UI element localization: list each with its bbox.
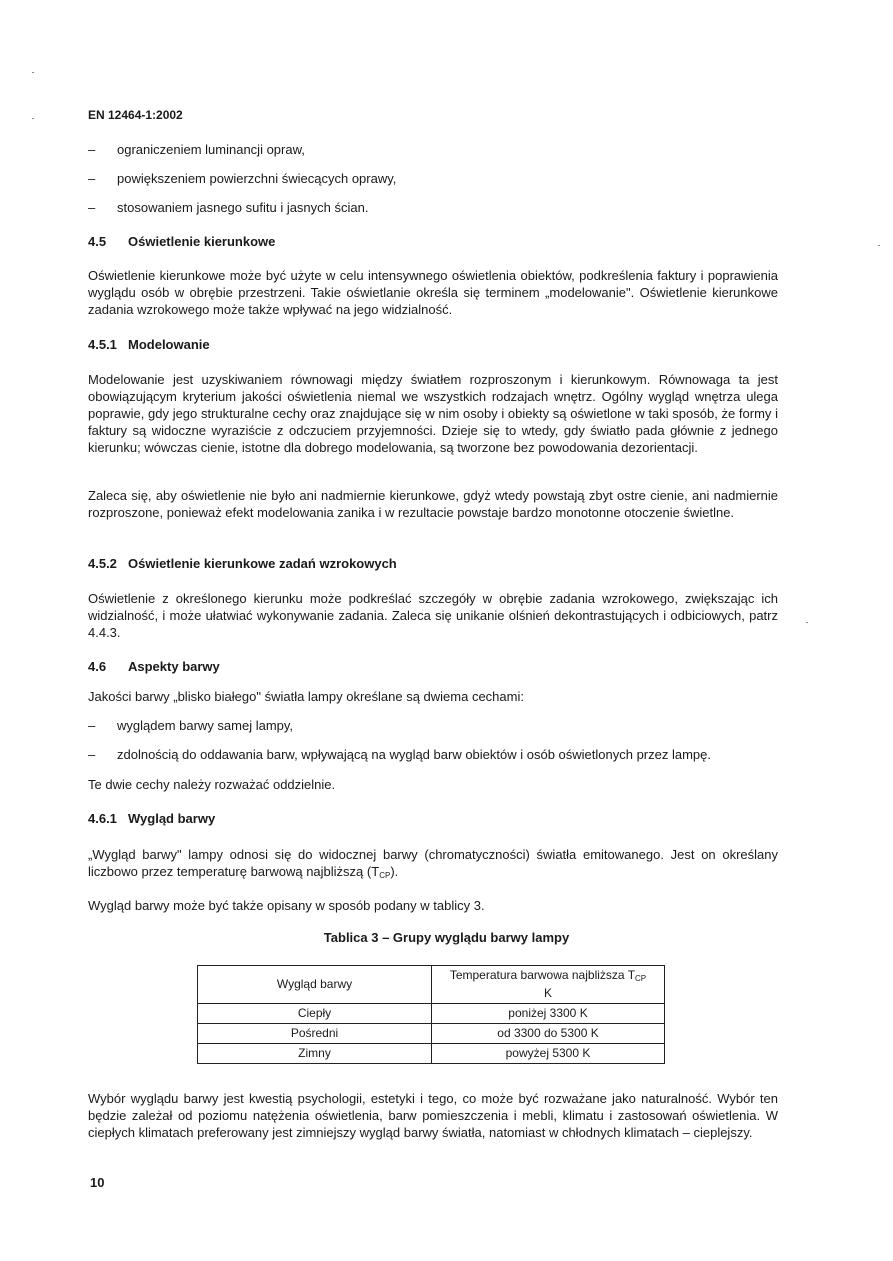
paragraph: Wybór wyglądu barwy jest kwestią psychologii, estetyki i tego, co może być rozważane jako naturalność. Wybór ten będzie zależał od poziomu natężenia oświetlenia, barw pomieszczenia i mebli, klimatu i zastosowań oświetlenia. W ciepłych klimatach preferowany jest zimniejszy wygląd barwy światła, natomiast w chłodnych klimatach – cieplejszy. [88, 1091, 778, 1140]
color-appearance-table [197, 965, 665, 1064]
scan-speck [806, 622, 808, 623]
table-cell: od 3300 do 5300 K [432, 1024, 665, 1044]
table-cell: Zimny [198, 1044, 432, 1064]
document-header: EN 12464-1:2002 [88, 108, 183, 122]
list-item: – stosowaniem jasnego sufitu i jasnych ścian. [88, 200, 369, 215]
table-row [198, 1044, 665, 1064]
table-cell: poniżej 3300 K [432, 1004, 665, 1024]
paragraph: „Wygląd barwy" lampy odnosi się do widocznej barwy (chromatyczności) światła emitowanego. Jest on określany liczbowo przez temperaturę barwową najbliższą $(T_{CP})$. [88, 847, 778, 880]
scan-speck [878, 245, 880, 246]
list-item: – ograniczeniem luminancji opraw, [88, 142, 305, 157]
scan-speck [32, 72, 34, 73]
section-heading: 4.5 Oświetlenie kierunkowe [88, 234, 276, 249]
table-row [198, 1004, 665, 1024]
table-header-cell: Wygląd barwy [198, 966, 432, 1004]
paragraph: Te dwie cechy należy rozważać oddzielnie. [88, 777, 336, 792]
paragraph: Oświetlenie kierunkowe może być użyte w celu intensywnego oświetlenia obiektów, podkreślenia faktury i poprawienia wyglądu osób w obrębie przestrzeni. Takie oświetlanie określa się terminem „modelowanie". Oświetlenie kierunkowe zadania wzrokowego może także wpływać na jego widzialność. [88, 268, 778, 317]
page-number: 10 [90, 1175, 105, 1190]
scan-speck [32, 118, 34, 119]
table-cell: powyżej 5300 K [432, 1044, 665, 1064]
table-header-cell: Temperatura barwowa najbliższa $T_{CP}$ K [432, 966, 665, 1004]
section-heading: 4.6.1 Wygląd barwy [88, 811, 216, 826]
paragraph: Modelowanie jest uzyskiwaniem równowagi między światłem rozproszonym i kierunkowym. Równowaga ta jest obowiązującym kryterium jakości oświetlenia niemal we wszystkich rodzajach wnętrz. Ogólny wygląd wnętrza ulega poprawie, gdy jego strukturalne cechy oraz znajdujące się w nim osoby i obiekty są oświetlone w taki sposób, że formy i faktury są widoczne wyraziście z odczuciem przyjemności. Dzieje się to wtedy, gdy światło pada głównie z jednego kierunku; wówczas cienie, istotne dla dobrego modelowania, są tworzone bez powodowania dezorientacji. [88, 372, 778, 455]
paragraph: Zaleca się, aby oświetlenie nie było ani nadmiernie kierunkowe, gdyż wtedy powstają zbyt ostre cienie, ani nadmiernie rozproszone, ponieważ efekt modelowania zanika i w rezultacie powstaje bardzo monotonne otoczenie świetlne. [88, 488, 778, 520]
paragraph: Wygląd barwy może być także opisany w sposób podany w tablicy 3. [88, 898, 485, 913]
table-cell: Ciepły [198, 1004, 432, 1024]
table-row [198, 1024, 665, 1044]
table-header-row [198, 966, 665, 1004]
section-heading: 4.6 Aspekty barwy [88, 659, 220, 674]
section-heading: 4.5.1 Modelowanie [88, 337, 210, 352]
list-item: – zdolnością do oddawania barw, wpływającą na wygląd barw obiektów i osób oświetlonych przez lampę. [88, 747, 711, 762]
table-title: Tablica 3 – Grupy wyglądu barwy lampy [323, 930, 570, 945]
paragraph: Oświetlenie z określonego kierunku może podkreślać szczegóły w obrębie zadania wzrokowego, zwiększając ich widzialność, i może ułatwiać wykonywanie zadania. Zaleca się unikanie olśnień dekontrastujących i odbiciowych, patrz 4.4.3. [88, 591, 778, 640]
table-cell: Pośredni [198, 1024, 432, 1044]
list-item: – wyglądem barwy samej lampy, [88, 718, 294, 733]
section-heading: 4.5.2 Oświetlenie kierunkowe zadań wzrokowych [88, 556, 397, 571]
list-item: – powiększeniem powierzchni świecących oprawy, [88, 171, 397, 186]
paragraph: Jakości barwy „blisko białego" światła lampy określane są dwiema cechami: [88, 689, 524, 704]
